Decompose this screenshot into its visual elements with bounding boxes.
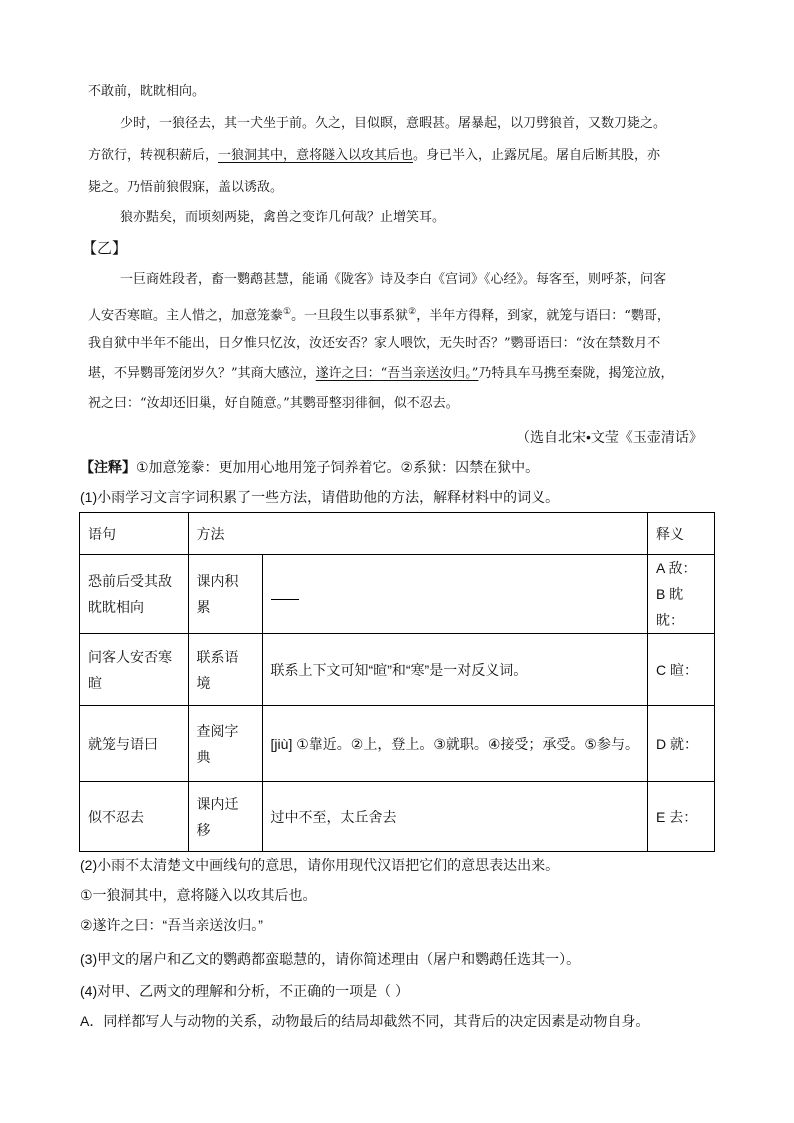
jia-text-segment: 方欲行，转视积薪后， bbox=[88, 148, 219, 163]
notes-text: ①加意笼豢：更加用心地用笼子饲养着它。②系狱：囚禁在狱中。 bbox=[136, 459, 540, 475]
detail-cell: 联系上下文可知“暄”和“寒”是一对反义词。 bbox=[262, 634, 647, 706]
sentence-line: 就笼与语曰 bbox=[88, 735, 158, 752]
sentence-line: 问客人安否寒 bbox=[88, 648, 172, 665]
sentence-cell bbox=[80, 634, 189, 706]
sentence-line: 似不忍去 bbox=[88, 808, 144, 825]
yi-text-segment: 堪，不异鹦哥笼闭岁久？”其商大感泣， bbox=[88, 366, 316, 381]
question-4: (4)对甲、乙两文的理解和分析，不正确的一项是（ ） bbox=[80, 983, 409, 999]
detail-cell: [jiù] ①靠近。②上，登上。③就职。④接受；承受。⑤参与。 bbox=[262, 706, 647, 782]
question-2: (2)小雨不太清楚文中画线句的意思，请你用现代汉语把它们的意思表达出来。 bbox=[80, 857, 560, 873]
jia-line-0: 不敢前，眈眈相向。 bbox=[88, 84, 206, 99]
question-2-item-1: ①一狼洞其中，意将隧入以攻其后也。 bbox=[80, 887, 317, 903]
jia-para1-line3: 毙之。乃悟前狼假寐，盖以诱敌。 bbox=[88, 180, 284, 195]
table-row bbox=[80, 706, 715, 782]
method-line: 移 bbox=[196, 821, 211, 838]
yi-heading: 【乙】 bbox=[82, 240, 128, 257]
question-4-option-a: A．同样都写人与动物的关系，动物最后的结局却截然不同，其背后的决定因素是动物自身。 bbox=[80, 1013, 650, 1029]
yi-text-segment: 人安否寒暄。主人惜之，加意笼豢 bbox=[88, 308, 284, 324]
yi-line-2 bbox=[88, 304, 670, 324]
yi-underlined-sentence: 遂许之曰：“吾当亲送汝归。” bbox=[315, 366, 479, 381]
jia-underlined-sentence: 一狼洞其中，意将隧入以攻其后也 bbox=[218, 148, 414, 163]
table-row bbox=[80, 782, 715, 852]
detail-cell: 过中不至，太丘舍去 bbox=[262, 782, 647, 852]
question-2-item-2: ②遂许之曰：“吾当亲送汝归。” bbox=[80, 917, 263, 933]
table-row bbox=[80, 555, 715, 634]
header-sentence: 语句 bbox=[80, 513, 189, 555]
jia-para2: 狼亦黠矣，而顷刻两毙，禽兽之变诈几何哉？止增笑耳。 bbox=[120, 210, 446, 225]
meaning-line: B 眈眈： bbox=[655, 586, 684, 628]
detail-cell bbox=[262, 555, 647, 634]
meaning-cell bbox=[647, 706, 714, 782]
vocab-table bbox=[79, 512, 715, 852]
sentence-cell bbox=[80, 782, 189, 852]
meaning-line: C 暄： bbox=[655, 661, 698, 678]
header-meaning: 释义 bbox=[647, 513, 714, 555]
jia-para1-line2 bbox=[88, 148, 660, 164]
yi-text-segment: ，半年方得释，到家，就笼与语曰：“鹦哥， bbox=[416, 308, 670, 324]
meaning-cell bbox=[647, 634, 714, 706]
jia-para1-line1: 少时，一狼径去，其一犬坐于前。久之，目似瞑，意暇甚。屠暴起，以刀劈狼首，又数刀毙之。 bbox=[120, 116, 667, 131]
notes-label: 【注释】 bbox=[80, 459, 136, 475]
meaning-cell bbox=[647, 782, 714, 852]
method-line: 课内迁 bbox=[196, 795, 239, 812]
method-line: 查阅字 bbox=[196, 722, 239, 739]
yi-line-1: 一巨商姓段者，畜一鹦鹉甚慧，能诵《陇客》诗及李白《宫词》《心经》。每客至，则呼茶，问客 bbox=[120, 272, 667, 287]
method-cell bbox=[188, 782, 262, 852]
meaning-line: E 去： bbox=[655, 808, 698, 825]
method-line: 累 bbox=[196, 599, 211, 615]
yi-line-5: 祝之曰：“汝却还旧巢，好自随意。”其鹦哥整羽徘徊，似不忍去。 bbox=[88, 396, 459, 411]
notes bbox=[80, 458, 539, 476]
header-method: 方法 bbox=[188, 513, 647, 555]
method-cell bbox=[188, 555, 262, 634]
table-header-row bbox=[80, 513, 715, 555]
question-1: (1)小雨学习文言字词积累了一些方法，请借助他的方法，解释材料中的词义。 bbox=[80, 489, 560, 505]
method-cell bbox=[188, 706, 262, 782]
method-line: 课内积 bbox=[196, 573, 239, 589]
meaning-cell bbox=[647, 555, 714, 634]
method-cell bbox=[188, 634, 262, 706]
sentence-line: 眈眈相向 bbox=[88, 599, 144, 615]
yi-text-segment: 乃特具车马携至秦陇，揭笼泣放， bbox=[478, 366, 674, 381]
meaning-line: D 就： bbox=[655, 735, 698, 752]
answer-blank bbox=[271, 590, 299, 600]
meaning-line: A 敌： bbox=[655, 560, 697, 576]
footnote-marker-2: ② bbox=[408, 307, 417, 317]
table-row bbox=[80, 634, 715, 706]
sentence-line: 恐前后受其敌 bbox=[88, 573, 172, 589]
method-line: 典 bbox=[196, 748, 211, 765]
method-line: 联系语 bbox=[196, 648, 239, 665]
yi-line-3: 我自狱中半年不能出，日夕惟只忆汝，汝还安否？家人喂饮，无失时否？”鹦哥语曰：“汝在禁数月不 bbox=[88, 336, 661, 351]
sentence-cell bbox=[80, 555, 189, 634]
yi-text-segment: 。一旦段生以事系狱 bbox=[291, 308, 409, 324]
yi-line-4 bbox=[88, 366, 673, 382]
sentence-line: 暄 bbox=[88, 674, 102, 691]
source-citation: （选自北宋•文莹《玉壶清话》 bbox=[516, 429, 703, 445]
footnote-marker-1: ① bbox=[283, 307, 292, 317]
question-3: (3)甲文的屠户和乙文的鹦鹉都蛮聪慧的，请你简述理由（屠户和鹦鹉任选其一）。 bbox=[80, 951, 581, 967]
sentence-cell bbox=[80, 706, 189, 782]
jia-text-segment: 。身已半入，止露尻尾。屠自后断其股，亦 bbox=[413, 148, 661, 163]
method-line: 境 bbox=[196, 674, 211, 691]
